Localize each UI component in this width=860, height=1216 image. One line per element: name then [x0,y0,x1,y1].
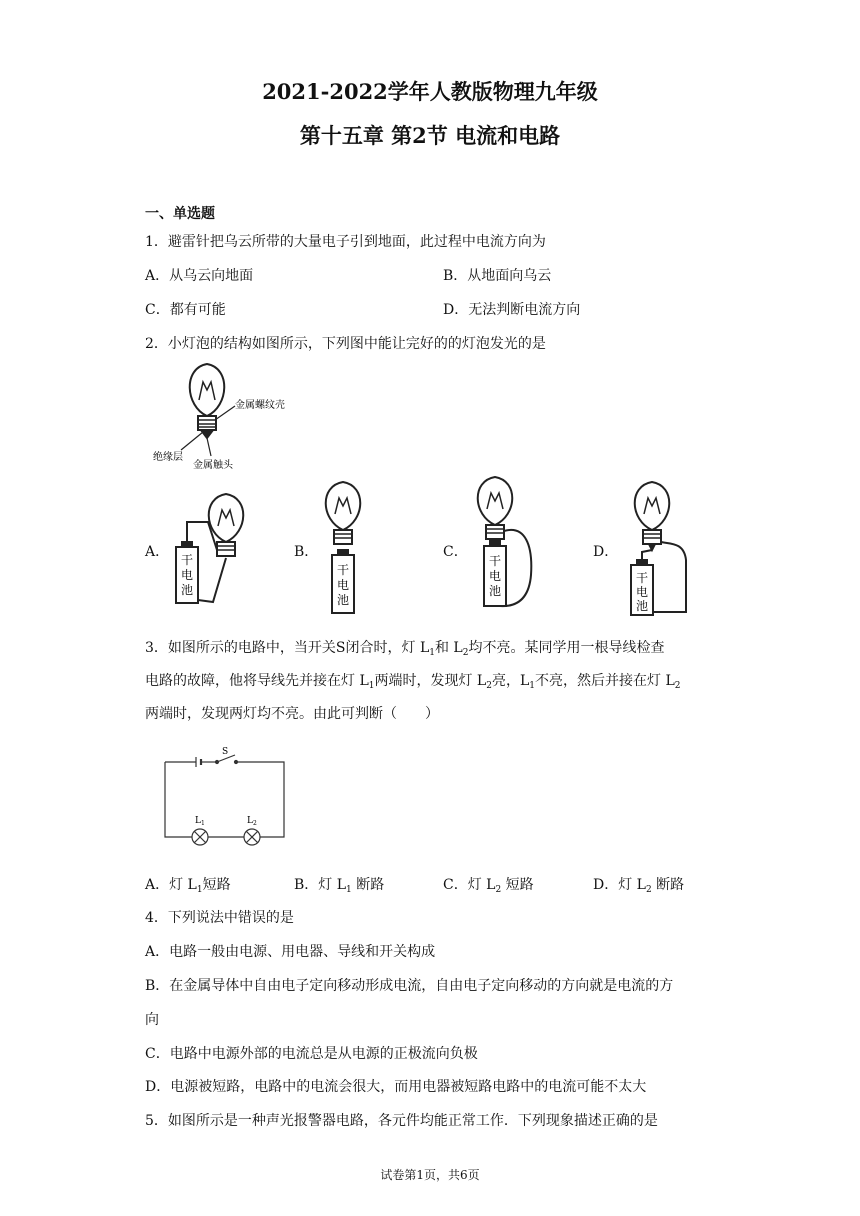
q2-option-b-figure [315,480,375,620]
q4-option-c: C．电路中电源外部的电流总是从电源的正极流向负极 [145,1046,478,1062]
q3-option-d: D．灯 $L_2$ 断路 [593,877,685,895]
q4-option-b-line-2: 向 [145,1012,159,1028]
question-3-line-1: 3．如图所示的电路中，当开关S闭合时，灯 $L_1$和 $L_2$均不亮。某同学用一根导线检查 [145,640,665,658]
q2-option-a-label: A． [145,544,170,560]
question-4-stem: 4．下列说法中错误的是 [145,910,294,926]
q1-option-d: D．无法判断电流方向 [443,302,581,318]
label-insulator: 绝缘层 [153,452,183,463]
switch-label: S [222,747,229,757]
question-3-line-2: 电路的故障，他将导线先并接在灯 $L_1$两端时，发现灯 $L_2$亮，$L_1$不亮，然后并接在灯 $L_2$ [145,673,681,691]
battery-text-3: 池 [635,599,649,613]
question-2-stem: 2．小灯泡的结构如图所示，下列图中能让完好的的灯泡发光的是 [145,336,546,352]
label-thread: 金属螺纹壳 [235,400,285,411]
section-heading: 一、单选题 [145,206,215,222]
battery-text-1: 干 [336,563,350,577]
battery-text-2: 电 [635,585,649,599]
q2-option-d-label: D． [593,544,619,560]
q4-option-d: D．电源被短路，电路中的电流会很大，而用电器被短路电路中的电流可能不太大 [145,1079,647,1095]
q2-option-d-figure [622,480,702,620]
battery-text-3: 池 [488,584,502,598]
q1-option-b: B．从地面向乌云 [443,268,552,284]
bulb-structure-figure [145,360,295,475]
battery-text-1: 干 [180,553,194,567]
battery-text-3: 池 [336,593,350,607]
q3-option-c: C．灯 $L_2$ 短路 [443,877,534,895]
q2-option-c-figure [465,475,545,615]
battery-text-2: 电 [180,568,194,582]
q3-circuit-diagram [160,745,290,840]
page-title: 2021-2022学年人教版物理九年级 [262,79,598,104]
battery-text-1: 干 [635,571,649,585]
q2-option-a-figure [168,492,258,612]
q3-option-a: A．灯 $L_1$短路 [145,877,231,895]
q2-option-c-label: C． [443,544,468,560]
lamp1-label: $L_1$ [195,816,205,827]
q2-option-b-label: B． [294,544,319,560]
battery-text-2: 电 [336,578,350,592]
question-3-line-3: 两端时，发现两灯均不亮。由此可判断（ ） [145,706,439,722]
lamp2-label: $L_2$ [247,816,257,827]
question-5-stem: 5．如图所示是一种声光报警器电路，各元件均能正常工作．下列现象描述正确的是 [145,1113,658,1129]
label-tip: 金属触头 [193,460,233,471]
q1-option-a: A．从乌云向地面 [145,268,254,284]
q4-option-a: A．电路一般由电源、用电器、导线和开关构成 [145,944,436,960]
battery-text-2: 电 [488,569,502,583]
q4-option-b-line-1: B．在金属导体中自由电子定向移动形成电流，自由电子定向移动的方向就是电流的方 [145,978,674,994]
page-footer: 试卷第1页，共6页 [380,1168,480,1182]
q1-option-c: C．都有可能 [145,302,226,318]
battery-text-3: 池 [180,583,194,597]
q3-option-b: B．灯 $L_1$ 断路 [294,877,385,895]
battery-text-1: 干 [488,554,502,568]
page-subtitle: 第十五章 第2节 电流和电路 [299,123,561,148]
question-1-stem: 1．避雷针把乌云所带的大量电子引到地面，此过程中电流方向为 [145,234,546,250]
